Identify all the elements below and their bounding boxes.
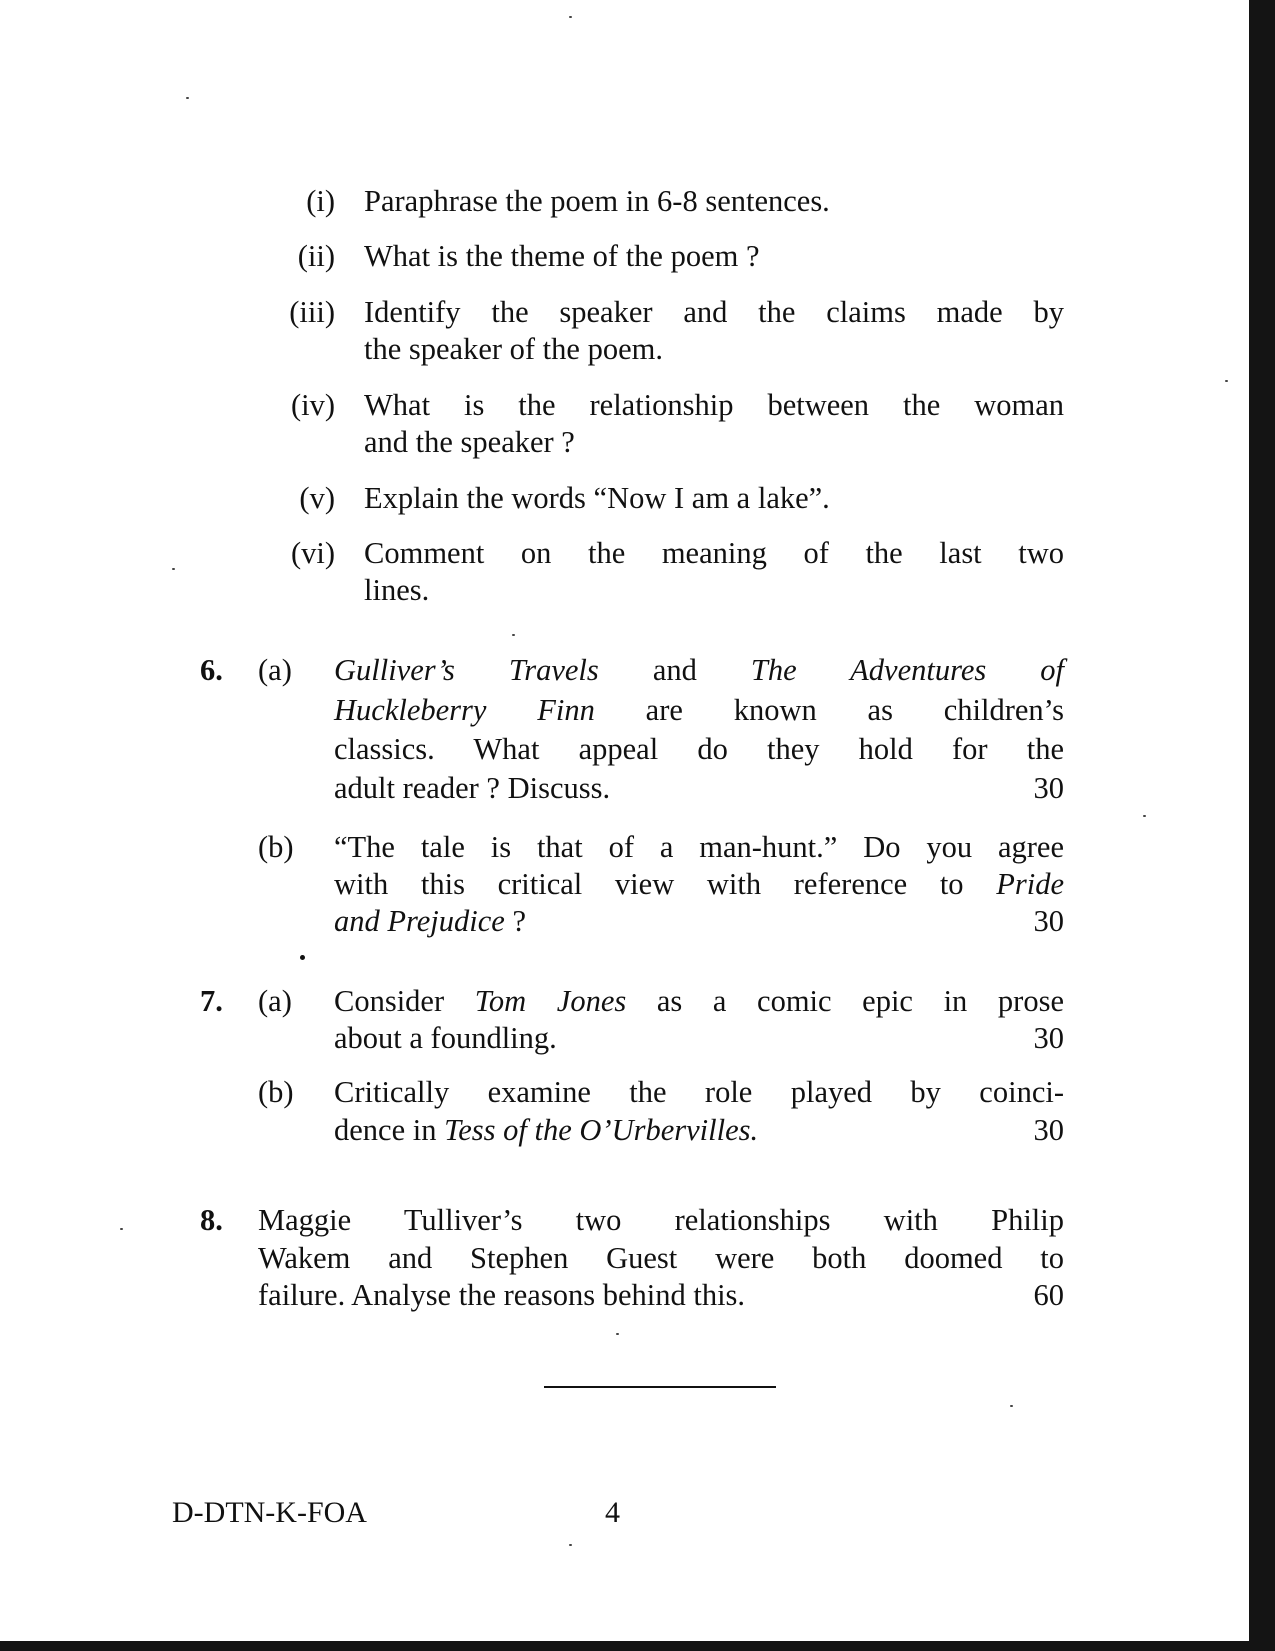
question-7a-line <box>334 983 1064 1019</box>
scan-speck <box>300 955 305 960</box>
part-label: (iv) <box>290 388 335 422</box>
scan-speck <box>512 634 515 636</box>
part-label: (b) <box>258 1075 294 1109</box>
marks: 30 <box>1033 904 1064 938</box>
book-title: Tom Jones <box>474 984 627 1018</box>
marks: 30 <box>1033 1113 1064 1147</box>
scan-speck <box>120 1228 123 1230</box>
part-label: (b) <box>258 830 294 864</box>
book-title: Pride <box>996 867 1064 901</box>
text-fragment: ? <box>504 904 526 938</box>
part-label: (a) <box>258 653 292 687</box>
scan-speck <box>1143 815 1146 817</box>
part-text: lines. <box>364 573 430 607</box>
part-label: (ii) <box>297 239 335 273</box>
part-text: Explain the words “Now I am a lake”. <box>364 481 830 515</box>
scan-speck <box>172 568 175 570</box>
question-7b-line: Critically examine the role played by coinci- <box>334 1075 1064 1109</box>
question-6b-line <box>334 903 526 939</box>
part-text: and the speaker ? <box>364 425 575 459</box>
question-6a-line: classics. What appeal do they hold for the <box>334 732 1064 766</box>
part-text: Identify the speaker and the claims made by <box>364 295 1064 329</box>
book-title: Tess of the O’Urbervilles. <box>444 1113 759 1147</box>
question-number: 7. <box>200 984 223 1018</box>
question-number: 6. <box>200 653 223 687</box>
marks: 60 <box>1033 1278 1064 1312</box>
question-7a-line: about a foundling. <box>334 1021 557 1055</box>
scan-speck <box>569 1544 572 1546</box>
scan-speck <box>186 97 189 99</box>
scan-speck <box>1225 380 1228 382</box>
question-8-line: failure. Analyse the reasons behind this. <box>258 1278 746 1312</box>
text-fragment: are known as children’s <box>645 693 1065 727</box>
part-text: What is the theme of the poem ? <box>364 239 760 273</box>
question-6a-line: adult reader ? Discuss. <box>334 771 611 805</box>
book-title: The Adventures of <box>750 653 1065 687</box>
question-number: 8. <box>200 1203 223 1237</box>
text-fragment: and <box>652 653 697 687</box>
question-6b-line <box>334 866 1064 902</box>
part-label: (v) <box>299 481 335 515</box>
end-rule <box>544 1386 776 1388</box>
text-fragment: Consider <box>334 984 475 1018</box>
scan-speck <box>616 1333 619 1335</box>
paper-code: D-DTN-K-FOA <box>172 1496 367 1529</box>
marks: 30 <box>1033 1021 1064 1055</box>
scan-border-right <box>1249 0 1275 1651</box>
question-6a-line <box>334 692 1064 728</box>
part-text: Comment on the meaning of the last two <box>364 536 1064 570</box>
text-fragment: as a comic epic in prose <box>626 984 1064 1018</box>
part-text: the speaker of the poem. <box>364 332 663 366</box>
book-title: and Prejudice <box>334 904 505 938</box>
book-title: Huckleberry Finn <box>334 693 595 727</box>
part-label: (i) <box>306 184 335 218</box>
marks: 30 <box>1033 771 1064 805</box>
question-8-line: Wakem and Stephen Guest were both doomed to <box>258 1241 1064 1275</box>
question-8-line: Maggie Tulliver’s two relationships with Philip <box>258 1203 1064 1237</box>
question-6b-line: “The tale is that of a man-hunt.” Do you agree <box>334 830 1064 864</box>
question-7b-line <box>334 1112 758 1148</box>
page-number: 4 <box>605 1496 620 1529</box>
book-title: Gulliver’s Travels <box>334 653 599 687</box>
part-text: Paraphrase the poem in 6-8 sentences. <box>364 184 830 218</box>
part-label: (iii) <box>289 295 335 329</box>
part-text: What is the relationship between the woman <box>364 388 1064 422</box>
text-fragment: dence in <box>334 1113 445 1147</box>
part-label: (vi) <box>290 536 335 570</box>
question-6a-line <box>334 652 1064 688</box>
scan-speck <box>569 16 572 18</box>
part-label: (a) <box>258 984 292 1018</box>
scan-speck <box>1010 1405 1013 1407</box>
text-fragment: with this critical view with reference to <box>334 867 964 901</box>
scan-border-bottom <box>0 1641 1275 1651</box>
